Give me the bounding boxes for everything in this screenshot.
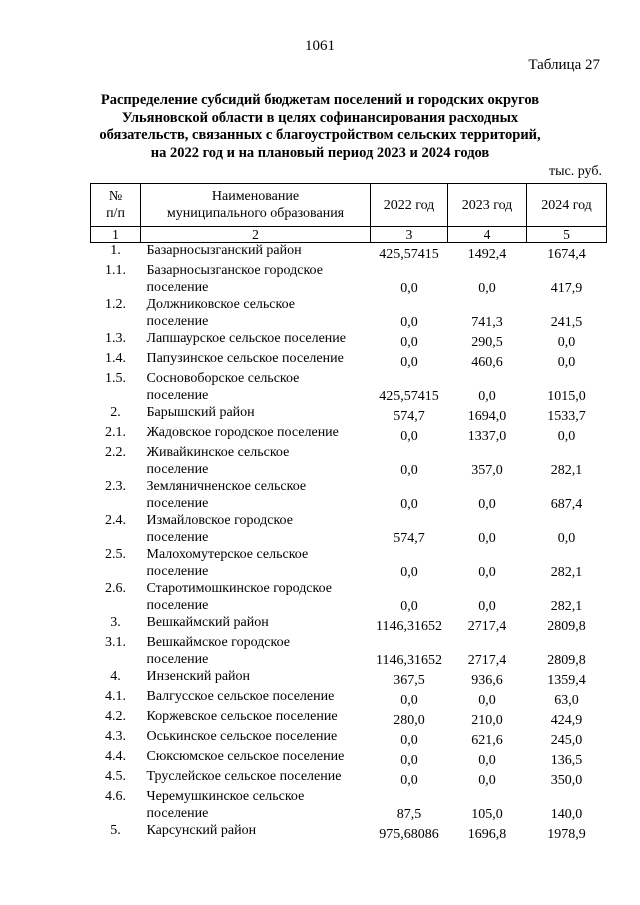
row-number: 2.3. <box>105 479 126 494</box>
value-2023: 0,0 <box>478 752 496 768</box>
value-2024: 0,0 <box>557 530 576 546</box>
value-2024: 245,0 <box>550 732 583 748</box>
title-line: Распределение субсидий бюджетам поселений и городских округов <box>100 92 540 108</box>
municipality-name-line: Папузинское сельское поселение <box>146 351 344 366</box>
municipality-name-line: поселение <box>146 387 209 403</box>
municipality-name-line: поселение <box>146 495 209 511</box>
row-number: 2.5. <box>105 547 126 562</box>
subsidy-table <box>90 183 607 843</box>
table-row <box>91 689 607 709</box>
municipality-name <box>141 547 371 581</box>
municipality-name-line: поселение <box>146 529 209 545</box>
table-row <box>91 789 607 823</box>
table-row <box>91 445 607 479</box>
municipality-name-line: Коржевское сельское поселение <box>146 709 338 724</box>
table-row <box>91 615 607 635</box>
row-number: 2.6. <box>105 581 126 596</box>
value-2022: 1146,31652 <box>376 618 442 634</box>
value-2022: 975,68086 <box>379 826 439 842</box>
municipality-name <box>141 297 371 331</box>
value-2024: 0,0 <box>557 334 576 350</box>
header-name-line: муниципального образования <box>166 206 345 221</box>
municipality-name-line: Валгусское сельское поселение <box>146 689 335 704</box>
row-number: 1.4. <box>105 351 126 366</box>
municipality-name-line: поселение <box>146 651 209 667</box>
value-2023: 210,0 <box>471 712 503 728</box>
value-2024: 687,4 <box>550 496 583 512</box>
title-line: на 2022 год и на плановый период 2023 и 2024 годов <box>150 144 490 161</box>
value-2023: 0,0 <box>478 496 496 512</box>
row-number: 4.2. <box>105 709 126 724</box>
municipality-name <box>141 371 371 405</box>
page-number: 1061 <box>305 38 335 54</box>
municipality-name <box>141 351 371 371</box>
municipality-name-line: поселение <box>146 461 209 477</box>
header-2024: 2024 год <box>527 184 607 227</box>
header-2022: 2022 год <box>371 184 448 227</box>
table-row <box>91 547 607 581</box>
value-2022: 574,7 <box>393 408 425 424</box>
value-2024: 1359,4 <box>547 672 586 688</box>
table-row <box>91 581 607 615</box>
value-2023: 0,0 <box>478 772 496 788</box>
value-2023: 0,0 <box>478 692 496 708</box>
table-row <box>91 263 607 297</box>
value-2023: 1696,8 <box>467 826 507 842</box>
municipality-name <box>141 789 371 823</box>
column-index: 2 <box>141 227 371 243</box>
row-number: 2. <box>110 405 121 420</box>
table-label: Таблица 27 <box>528 57 600 73</box>
table-row <box>91 635 607 669</box>
municipality-name <box>141 479 371 513</box>
column-index: 4 <box>448 227 527 243</box>
table-row <box>91 749 607 769</box>
value-2024: 63,0 <box>554 692 579 708</box>
value-2024: 1674,4 <box>547 246 586 262</box>
municipality-name-line: Жадовское городское поселение <box>146 425 339 440</box>
value-2023: 0,0 <box>478 388 496 404</box>
value-2022: 1146,31652 <box>376 652 442 668</box>
municipality-name <box>141 635 371 669</box>
value-2024: 0,0 <box>557 354 576 370</box>
municipality-name-line: Барышский район <box>146 405 255 420</box>
municipality-name-line: Вешкаймский район <box>146 615 269 630</box>
row-number: 1. <box>110 243 121 258</box>
row-number: 4.5. <box>105 769 126 784</box>
municipality-name-line: Живайкинское сельское <box>146 445 290 460</box>
row-number: 1.1. <box>105 263 126 278</box>
municipality-name-line: поселение <box>146 597 209 613</box>
table-header <box>91 184 607 243</box>
value-2024: 282,1 <box>550 462 583 478</box>
row-number: 1.3. <box>105 331 126 346</box>
table-row <box>91 709 607 729</box>
column-index-row <box>91 227 607 243</box>
value-2022: 0,0 <box>400 354 418 370</box>
value-2023: 2717,4 <box>467 618 507 634</box>
municipality-name <box>141 445 371 479</box>
table-row <box>91 351 607 371</box>
row-number: 4.4. <box>105 749 126 764</box>
municipality-name <box>141 669 371 689</box>
municipality-name-line: Карсунский район <box>146 823 257 838</box>
table-row <box>91 513 607 547</box>
municipality-name <box>141 513 371 547</box>
municipality-name <box>141 405 371 425</box>
row-number: 4.3. <box>105 729 126 744</box>
value-2022: 280,0 <box>393 712 425 728</box>
header-number <box>91 184 141 227</box>
header-name-line: Наименование <box>211 189 300 204</box>
municipality-name-line: Малохомутерское сельское <box>146 547 309 562</box>
row-number: 1.5. <box>105 371 126 386</box>
municipality-name-line: Оськинское сельское поселение <box>146 729 338 744</box>
value-2022: 0,0 <box>400 334 418 350</box>
municipality-name <box>141 749 371 769</box>
value-2022: 0,0 <box>400 280 418 296</box>
value-2024: 424,9 <box>550 712 583 728</box>
row-number: 2.2. <box>105 445 126 460</box>
header-name <box>141 184 371 227</box>
value-2022: 0,0 <box>400 772 418 788</box>
header-number-line: № <box>108 189 123 204</box>
municipality-name <box>141 243 371 264</box>
column-index: 1 <box>91 227 141 243</box>
municipality-name <box>141 425 371 445</box>
header-row <box>91 184 607 227</box>
municipality-name <box>141 769 371 789</box>
value-2023: 0,0 <box>478 564 496 580</box>
municipality-name-line: Инзенский район <box>146 669 251 684</box>
municipality-name-line: поселение <box>146 279 209 295</box>
municipality-name <box>141 709 371 729</box>
units-label: тыс. руб. <box>549 164 602 179</box>
municipality-name-line: Базарносызганское городское <box>146 263 323 278</box>
value-2024: 282,1 <box>550 598 583 614</box>
municipality-name <box>141 823 371 843</box>
value-2022: 0,0 <box>400 732 418 748</box>
municipality-name <box>141 581 371 615</box>
municipality-name-line: поселение <box>146 313 209 329</box>
value-2023: 460,6 <box>471 354 503 370</box>
municipality-name-line: поселение <box>146 563 209 579</box>
value-2022: 0,0 <box>400 564 418 580</box>
table-title <box>95 92 545 162</box>
value-2022: 0,0 <box>400 752 418 768</box>
value-2024: 1533,7 <box>547 408 586 424</box>
municipality-name-line: Вешкаймское городское <box>146 635 290 650</box>
value-2024: 2809,8 <box>547 618 586 634</box>
table-row <box>91 405 607 425</box>
value-2022: 425,57415 <box>379 388 439 404</box>
value-2023: 741,3 <box>471 314 503 330</box>
row-number: 1.2. <box>105 297 126 312</box>
value-2024: 2809,8 <box>547 652 586 668</box>
value-2022: 425,57415 <box>379 246 439 262</box>
municipality-name <box>141 331 371 351</box>
value-2023: 290,5 <box>471 334 503 350</box>
municipality-name-line: Измайловское городское <box>146 513 293 528</box>
row-number: 4. <box>110 669 121 684</box>
value-2022: 0,0 <box>400 314 418 330</box>
table-row <box>91 769 607 789</box>
value-2024: 136,5 <box>550 752 583 768</box>
column-index: 5 <box>527 227 607 243</box>
value-2022: 0,0 <box>400 496 418 512</box>
table-row <box>91 297 607 331</box>
municipality-name-line: Старотимошкинское городское <box>146 581 332 596</box>
municipality-name-line: поселение <box>146 805 209 821</box>
value-2024: 1015,0 <box>547 388 586 404</box>
value-2023: 0,0 <box>478 598 496 614</box>
value-2022: 367,5 <box>393 672 425 688</box>
municipality-name-line: Земляничненское сельское <box>146 479 307 494</box>
row-number: 3. <box>110 615 121 630</box>
table-row <box>91 823 607 843</box>
title-line: Ульяновской области в целях софинансирования расходных <box>121 109 519 126</box>
value-2023: 0,0 <box>478 280 496 296</box>
value-2023: 1337,0 <box>467 428 507 444</box>
municipality-name <box>141 729 371 749</box>
municipality-name-line: Труслейское сельское поселение <box>146 769 342 784</box>
row-number: 3.1. <box>105 635 126 650</box>
title-line: обязательств, связанных с благоустройством сельских территорий, <box>99 127 541 143</box>
municipality-name <box>141 615 371 635</box>
value-2024: 241,5 <box>550 314 583 330</box>
value-2024: 282,1 <box>550 564 583 580</box>
municipality-name-line: Должниковское сельское <box>146 297 295 312</box>
value-2023: 1492,4 <box>467 246 507 262</box>
value-2022: 0,0 <box>400 692 418 708</box>
value-2023: 357,0 <box>471 462 503 478</box>
value-2022: 0,0 <box>400 428 418 444</box>
value-2022: 0,0 <box>400 598 418 614</box>
row-number: 4.6. <box>105 789 126 804</box>
value-2024: 350,0 <box>550 772 583 788</box>
table-row <box>91 479 607 513</box>
header-2023: 2023 год <box>448 184 527 227</box>
value-2022: 574,7 <box>393 530 425 546</box>
value-2022: 87,5 <box>396 806 422 822</box>
table-body <box>91 243 607 844</box>
municipality-name <box>141 263 371 297</box>
row-number: 2.1. <box>105 425 126 440</box>
value-2022: 0,0 <box>400 462 418 478</box>
municipality-name-line: Сосновоборское сельское <box>146 371 300 386</box>
value-2023: 621,6 <box>471 732 503 748</box>
value-2024: 417,9 <box>550 280 583 296</box>
value-2024: 140,0 <box>550 806 583 822</box>
value-2023: 936,6 <box>471 672 503 688</box>
value-2023: 1694,0 <box>467 408 507 424</box>
municipality-name <box>141 689 371 709</box>
value-2024: 0,0 <box>557 428 576 444</box>
table-row <box>91 729 607 749</box>
value-2023: 2717,4 <box>467 652 507 668</box>
municipality-name-line: Черемушкинское сельское <box>146 789 305 804</box>
table-row <box>91 425 607 445</box>
municipality-name-line: Базарносызганский район <box>146 243 302 258</box>
row-number: 4.1. <box>105 689 126 704</box>
table-row <box>91 371 607 405</box>
value-2023: 105,0 <box>471 806 503 822</box>
table-row <box>91 243 607 264</box>
row-number: 2.4. <box>105 513 126 528</box>
value-2024: 1978,9 <box>547 826 586 842</box>
column-index: 3 <box>371 227 448 243</box>
table-row <box>91 331 607 351</box>
municipality-name-line: Сюксюмское сельское поселение <box>146 749 345 764</box>
municipality-name-line: Лапшаурское сельское поселение <box>146 331 346 346</box>
value-2023: 0,0 <box>478 530 496 546</box>
header-number-line: п/п <box>106 206 125 221</box>
table-row <box>91 669 607 689</box>
row-number: 5. <box>110 823 121 838</box>
